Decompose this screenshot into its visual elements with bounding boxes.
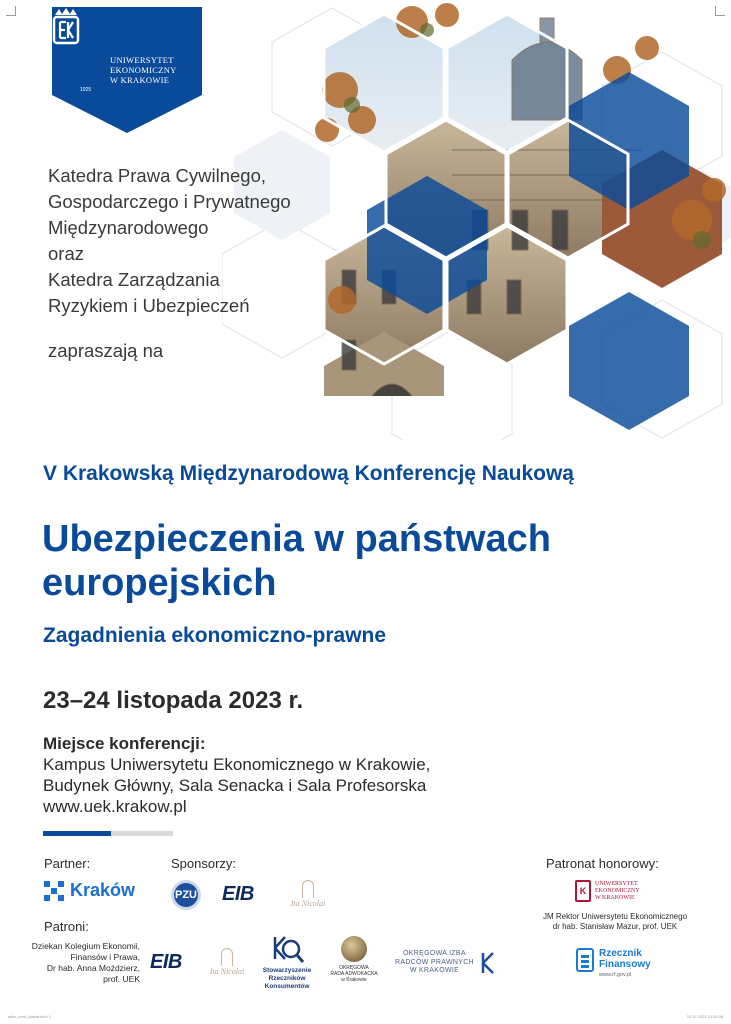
- department-line: Gospodarczego i Prywatnego: [48, 191, 291, 212]
- university-name-line-2: EKONOMICZNY: [110, 65, 177, 75]
- oirp-mark-icon: [480, 951, 496, 975]
- spire-icon: [302, 880, 314, 898]
- uek-honorary-logo[interactable]: [575, 880, 640, 902]
- patrons-label: Patroni:: [44, 919, 89, 934]
- university-logo[interactable]: [52, 7, 202, 133]
- hexagon-photo-collage: [222, 0, 731, 440]
- eib-sponsor-logo[interactable]: EIB: [222, 883, 254, 905]
- crest-icon: [52, 7, 80, 47]
- oirp-line: RADCÓW PRAWNYCH: [395, 958, 474, 966]
- venue-website-link[interactable]: www.uek.krakow.pl: [43, 797, 187, 816]
- crop-mark-top-left: [6, 6, 16, 16]
- uek-small-line: UNIWERSYTET: [595, 880, 638, 887]
- pzu-sponsor-logo[interactable]: PZU: [171, 880, 201, 910]
- spire-icon: [221, 948, 233, 966]
- src-line: Konsumentów: [264, 983, 310, 990]
- rector-patron: [535, 912, 695, 932]
- dean-line: Finansów i Prawa,: [70, 952, 140, 962]
- uek-crest-icon: K: [575, 880, 591, 902]
- ita-nicolai-text: Ita Nicolai: [290, 899, 326, 908]
- src-line: Rzeczników: [268, 975, 306, 982]
- uek-small-line: EKONOMICZNY: [595, 887, 640, 894]
- medal-line: RADA ADWOKACKA: [330, 971, 378, 977]
- oirp-line: W KRAKOWIE: [409, 967, 460, 974]
- medal-line: w Krakowie: [341, 977, 367, 983]
- dean-patron: [30, 941, 140, 985]
- rector-line: dr hab. Stanisław Mazur, prof. UEK: [552, 922, 678, 931]
- consumer-advocates-association-logo[interactable]: [258, 934, 316, 991]
- venue-block: [43, 733, 430, 817]
- department-line: oraz: [48, 243, 84, 264]
- financial-ombudsman-logo[interactable]: [576, 948, 651, 978]
- crest-year: 1925: [80, 87, 92, 93]
- university-name-line-3: W KRAKOWIE: [110, 75, 170, 85]
- organizing-departments: [48, 163, 291, 319]
- dean-line: prof. UEK: [103, 974, 140, 984]
- uek-small-name: [595, 881, 640, 902]
- university-name-line-1: UNIWERSYTET: [110, 55, 174, 65]
- legal-advisers-chamber-logo[interactable]: [395, 950, 496, 976]
- honorary-patronage-label: Patronat honorowy:: [546, 856, 659, 871]
- krakow-partner-logo[interactable]: [44, 880, 135, 901]
- department-line: Międzynarodowego: [48, 217, 209, 238]
- bar-council-logo[interactable]: [330, 936, 378, 983]
- department-line: Katedra Zarządzania: [48, 269, 220, 290]
- ita-nicolai-patron-logo[interactable]: [205, 948, 249, 976]
- krakow-logo-text: Kraków: [70, 880, 136, 900]
- conference-topic: Zagadnienia ekonomiczno-prawne: [43, 624, 387, 647]
- krakow-mark-icon: [44, 881, 64, 901]
- magnifier-k-icon: [269, 934, 305, 964]
- invitation-text: zapraszają na: [48, 340, 164, 361]
- partner-label: Partner:: [44, 856, 91, 871]
- ita-nicolai-text: Ita Nicolai: [209, 967, 245, 976]
- src-line: Stowarzyszenie: [262, 967, 312, 974]
- department-line: Katedra Prawa Cywilnego,: [48, 165, 266, 186]
- department-line: Ryzykiem i Ubezpieczeń: [48, 295, 250, 316]
- rector-line: JM Rektor Uniwersytetu Ekonomicznego: [542, 912, 688, 921]
- medal-line: OKRĘGOWA: [339, 965, 369, 971]
- oirp-line: OKRĘGOWA IZBA: [403, 950, 466, 957]
- document-icon: [576, 948, 594, 972]
- rf-name-line: Finansowy: [599, 959, 651, 970]
- rf-name-line: Rzecznik: [599, 948, 642, 959]
- conference-subtitle: V Krakowską Międzynarodową Konferencję Naukową: [43, 462, 574, 485]
- conference-dates: 23–24 listopada 2023 r.: [43, 687, 304, 714]
- eib-patron-logo[interactable]: EIB: [150, 951, 182, 973]
- conference-title: Ubezpieczenia w państwach europejskich: [42, 518, 551, 604]
- print-footer-right: 20.11.2023 13:15:38: [686, 1014, 723, 1019]
- rf-url: www.rf.gov.pl: [599, 972, 632, 978]
- dean-line: Dr hab. Anna Moździerz,: [46, 963, 140, 973]
- venue-line: Budynek Główny, Sala Senacka i Sala Profesorska: [43, 776, 427, 795]
- divider-accent: [43, 831, 111, 836]
- sponsors-label: Sponsorzy:: [171, 856, 237, 871]
- venue-line: Kampus Uniwersytetu Ekonomicznego w Krakowie,: [43, 755, 431, 774]
- dean-line: Dziekan Kolegium Ekonomii,: [31, 941, 140, 951]
- uek-small-line: W KRAKOWIE: [595, 894, 635, 901]
- print-footer-left: afisz_konf_plakat.indd 1: [8, 1014, 51, 1019]
- university-name: [110, 55, 177, 85]
- oirp-text: [395, 950, 474, 976]
- ita-nicolai-sponsor-logo[interactable]: [286, 880, 330, 908]
- medal-icon: [341, 936, 367, 962]
- venue-label: Miejsce konferencji:: [43, 734, 206, 753]
- section-divider: [43, 831, 173, 836]
